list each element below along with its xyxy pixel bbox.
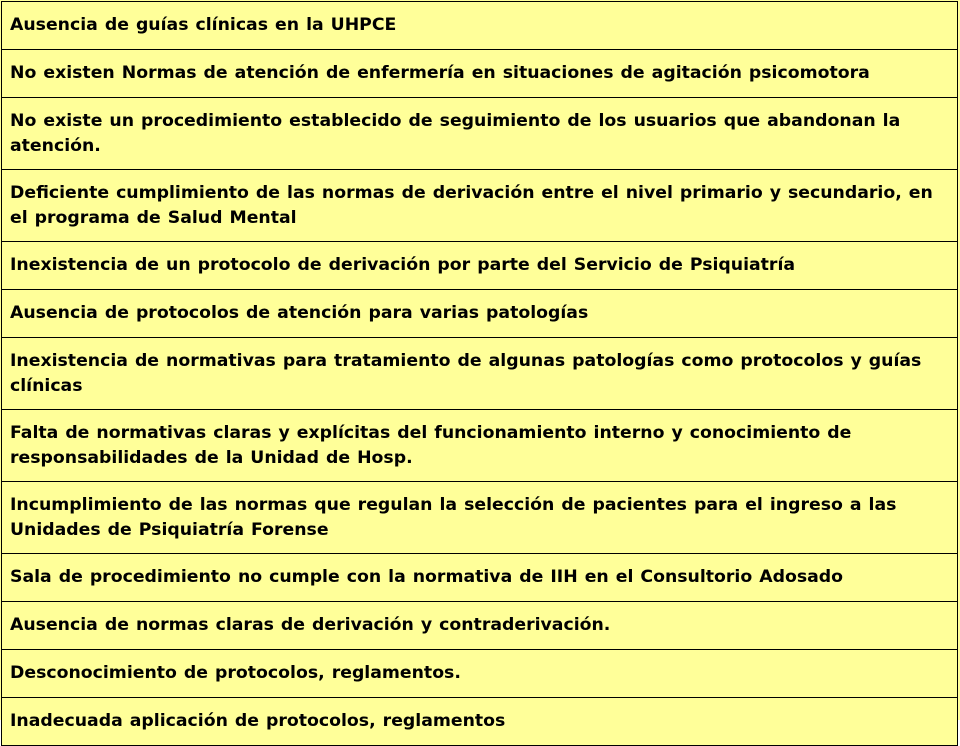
table-cell: Incumplimiento de las normas que regulan la selección de pacientes para el ingreso a las Unidades de Psiquiatría Forense — [2, 482, 958, 554]
table-cell: Inadecuada aplicación de protocolos, reglamentos — [2, 698, 958, 746]
table-row — [2, 170, 958, 242]
table-cell: Ausencia de protocolos de atención para varias patologías — [2, 290, 958, 338]
table-row — [2, 410, 958, 482]
table-cell: No existe un procedimiento establecido de seguimiento de los usuarios que abandonan la atención. — [2, 98, 958, 170]
table-cell: Inexistencia de normativas para tratamiento de algunas patologías como protocolos y guías clínicas — [2, 338, 958, 410]
table-row — [2, 554, 958, 602]
table-row — [2, 50, 958, 98]
table-row — [2, 338, 958, 410]
table-row — [2, 290, 958, 338]
table-cell: Ausencia de normas claras de derivación y contraderivación. — [2, 602, 958, 650]
problems-table — [1, 1, 958, 746]
table-cell: Sala de procedimiento no cumple con la normativa de IIH en el Consultorio Adosado — [2, 554, 958, 602]
table-row — [2, 2, 958, 50]
table-cell: No existen Normas de atención de enfermería en situaciones de agitación psicomotora — [2, 50, 958, 98]
table-row — [2, 650, 958, 698]
table-cell: Ausencia de guías clínicas en la UHPCE — [2, 2, 958, 50]
table-row — [2, 602, 958, 650]
table-row — [2, 98, 958, 170]
table-cell: Desconocimiento de protocolos, reglamentos. — [2, 650, 958, 698]
table-cell: Deficiente cumplimiento de las normas de derivación entre el nivel primario y secundario, en el programa de Salud Mental — [2, 170, 958, 242]
table-cell: Inexistencia de un protocolo de derivación por parte del Servicio de Psiquiatría — [2, 242, 958, 290]
table-row — [2, 242, 958, 290]
table-row — [2, 698, 958, 746]
table-cell: Falta de normativas claras y explícitas del funcionamiento interno y conocimiento de responsabilidades de la Unidad de Hosp. — [2, 410, 958, 482]
table-row — [2, 482, 958, 554]
